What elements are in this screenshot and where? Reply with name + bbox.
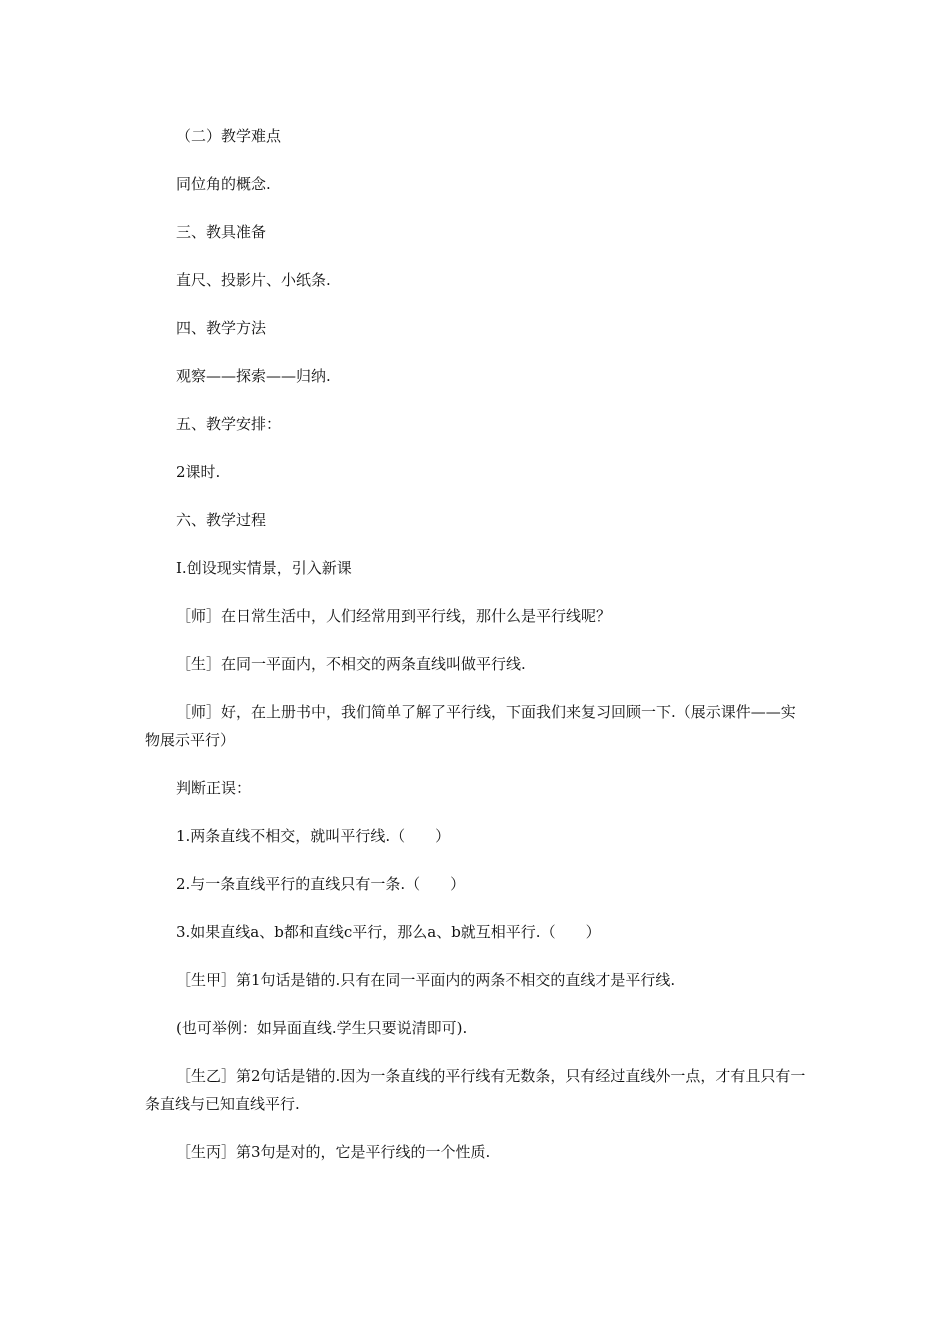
question-item: 2.与一条直线平行的直线只有一条.（ ）: [176, 875, 466, 893]
paragraph: 同位角的概念.: [176, 175, 271, 193]
dialogue-student-a: ［生甲］第1句话是错的.只有在同一平面内的两条不相交的直线才是平行线.: [176, 971, 676, 989]
section-heading-teaching-schedule: 五、教学安排：: [176, 415, 282, 433]
section-heading-teaching-method: 四、教学方法: [176, 319, 267, 337]
dialogue-teacher: ［师］好，在上册书中，我们简单了解了平行线，下面我们来复习回顾一下.（展示课件——实物展示平行）: [145, 703, 796, 749]
paragraph: 判断正误：: [176, 779, 252, 797]
paragraph: 观察——探索——归纳.: [176, 367, 331, 385]
question-item: 3.如果直线a、b都和直线c平行，那么a、b就互相平行.（ ）: [176, 923, 601, 941]
question-item: 1.两条直线不相交，就叫平行线.（ ）: [176, 827, 451, 845]
dialogue-student: ［生］在同一平面内，不相交的两条直线叫做平行线.: [176, 655, 526, 673]
dialogue-student-c: ［生丙］第3句是对的，它是平行线的一个性质.: [176, 1143, 491, 1161]
section-heading-teaching-aids: 三、教具准备: [176, 223, 267, 241]
dialogue-teacher: ［师］在日常生活中，人们经常用到平行线，那什么是平行线呢？: [176, 607, 612, 625]
dialogue-student-b: ［生乙］第2句话是错的.因为一条直线的平行线有无数条，只有经过直线外一点，才有且只有一条直线与已知直线平行.: [145, 1067, 806, 1113]
section-heading-teaching-difficulty: （二）教学难点: [176, 127, 282, 145]
document-body: [145, 126, 807, 1190]
paragraph: (也可举例：如异面直线.学生只要说清即可).: [176, 1019, 468, 1037]
paragraph: 2课时.: [176, 463, 221, 481]
section-heading-teaching-process: 六、教学过程: [176, 511, 267, 529]
paragraph: 直尺、投影片、小纸条.: [176, 271, 331, 289]
subsection-heading: Ⅰ.创设现实情景，引入新课: [176, 559, 352, 577]
